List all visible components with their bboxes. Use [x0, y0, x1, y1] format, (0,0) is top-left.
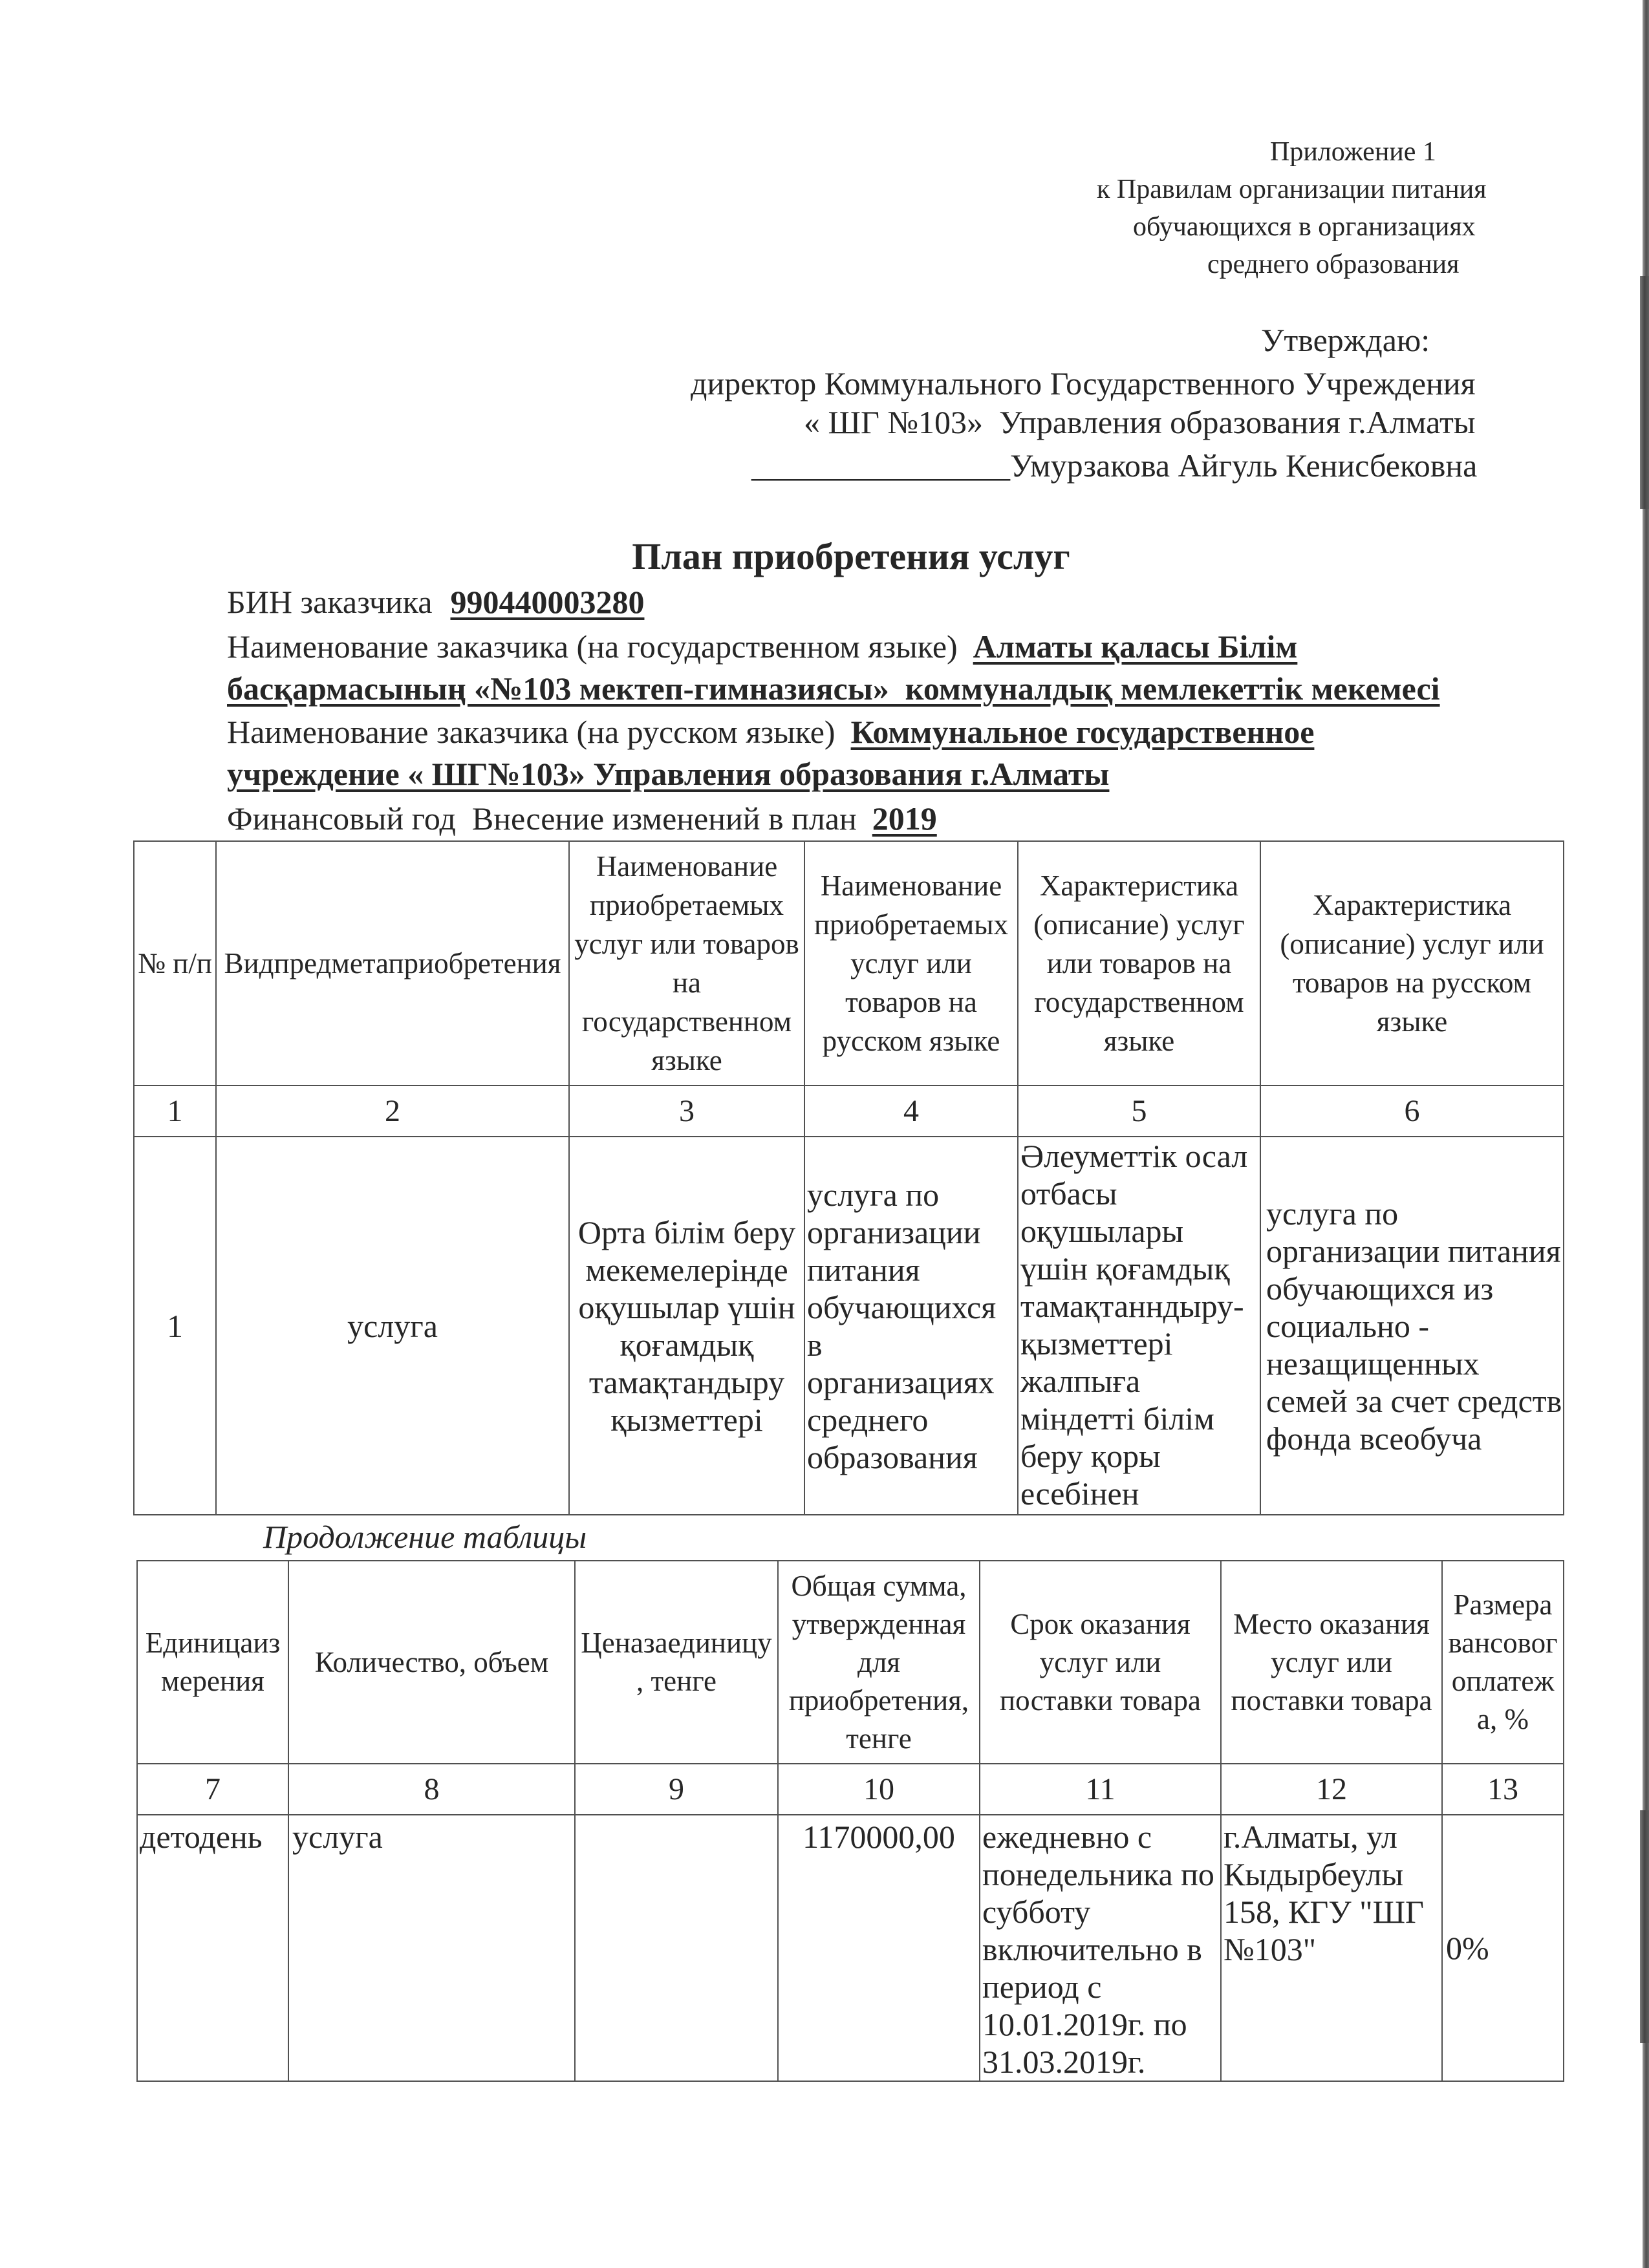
signature-row: [751, 444, 1477, 487]
table-header-row: [137, 1561, 1564, 1764]
page-title: План приобретения услуг: [632, 535, 1070, 577]
procurement-table-part2: [136, 1560, 1564, 2082]
financial-year-row: [227, 797, 937, 840]
scan-edge-segment: [1640, 276, 1649, 509]
column-number: 6: [1260, 1086, 1564, 1137]
table-row: [137, 1815, 1564, 2081]
header-name-ru: Наименование приобретаемых услуг или товаров на русском языке: [804, 841, 1018, 1086]
header-advance-payment: Размера вансовог оплатеж а, %: [1442, 1561, 1564, 1764]
financial-year-label: Финансовый год Внесение изменений в план: [227, 800, 857, 837]
header-delivery-term: Срок оказания услуг или поставки товара: [980, 1561, 1221, 1764]
cell-row-number: 1: [134, 1137, 216, 1515]
procurement-table-part1: [133, 840, 1564, 1515]
cell-unit-price: [575, 1815, 778, 2081]
customer-name-kz-row: [227, 625, 1297, 668]
appendix-line: обучающихся в организациях: [1133, 212, 1476, 242]
column-number: 9: [575, 1764, 778, 1815]
cell-delivery-place: г.Алматы, ул Кыдырбеулы 158, КГУ "ШГ №103": [1221, 1815, 1442, 2081]
customer-name-kz-value-cont: басқармасының «№103 мектеп-гимназиясы» коммуналдық мемлекеттік мекемесі: [227, 670, 1440, 707]
approver-organization: « ШГ №103» Управления образования г.Алматы: [804, 404, 1476, 440]
approval-label: Утверждаю:: [1261, 322, 1430, 358]
approver-position: директор Коммунального Государственного Учреждения: [691, 365, 1476, 401]
column-number: 11: [980, 1764, 1221, 1815]
appendix-line: среднего образования: [1207, 250, 1460, 279]
column-number-row: [134, 1086, 1564, 1137]
customer-name-ru-value: Коммунальное государственное: [850, 714, 1315, 750]
customer-name-kz-row-cont: [227, 667, 1440, 710]
column-number: 12: [1221, 1764, 1442, 1815]
header-total-amount: Общая сумма, утвержденная для приобретения, тенге: [778, 1561, 980, 1764]
column-number: 10: [778, 1764, 980, 1815]
column-number: 13: [1442, 1764, 1564, 1815]
financial-year-value: 2019: [872, 800, 937, 837]
customer-name-ru-label: Наименование заказчика (на русском языке): [227, 714, 835, 750]
column-number: 2: [216, 1086, 569, 1137]
column-number: 7: [137, 1764, 288, 1815]
bin-value: 990440003280: [450, 584, 645, 620]
customer-name-kz-label: Наименование заказчика (на государственном языке): [227, 628, 958, 665]
cell-unit: детодень: [137, 1815, 288, 2081]
column-number: 4: [804, 1086, 1018, 1137]
cell-quantity: услуга: [288, 1815, 575, 2081]
column-number: 1: [134, 1086, 216, 1137]
customer-name-ru-value-cont: учреждение « ШГ№103» Управления образования г.Алматы: [227, 756, 1110, 792]
header-quantity: Количество, объем: [288, 1561, 575, 1764]
header-subject-type: Видпредметаприобретения: [216, 841, 569, 1086]
cell-description-kz: Әлеуметтік осал отбасы оқушылары үшін қоғамдық тамақтанндыру- қызметтері жалпыға міндетті білім беру қоры есебінен: [1018, 1137, 1260, 1515]
column-number: 5: [1018, 1086, 1260, 1137]
bin-row: [227, 581, 644, 623]
customer-name-kz-value: Алматы қаласы Білім: [973, 628, 1298, 665]
signatory-name: Умурзакова Айгуль Кенисбековна: [1010, 447, 1478, 484]
cell-delivery-term: ежедневно с понедельника по субботу включительно в период с 10.01.2019г. по 31.03.2019г.: [980, 1815, 1221, 2081]
cell-name-ru: услуга по организации питания обучающихся в организациях среднего образования: [804, 1137, 1018, 1515]
table-continuation-label: Продолжение таблицы: [263, 1519, 587, 1555]
cell-total-amount: 1170000,00: [778, 1815, 980, 2081]
customer-name-ru-row-cont: [227, 753, 1109, 795]
cell-description-ru: услуга по организации питания обучающихся из социально - незащищенных семей за счет средств фонда всеобуча: [1260, 1137, 1564, 1515]
table-header-row: [134, 841, 1564, 1086]
header-unit: Единицаиз мерения: [137, 1561, 288, 1764]
header-unit-price: Ценазаединицу , тенге: [575, 1561, 778, 1764]
appendix-title: Приложение 1: [1270, 137, 1436, 167]
column-number: 8: [288, 1764, 575, 1815]
scan-edge-segment: [1640, 1810, 1649, 2043]
column-number: 3: [569, 1086, 804, 1137]
header-description-ru: Характеристика (описание) услуг или товаров на русском языке: [1260, 841, 1564, 1086]
table-row: [134, 1137, 1564, 1515]
customer-name-ru-row: [227, 711, 1314, 753]
header-row-number: № п/п: [134, 841, 216, 1086]
header-description-kz: Характеристика (описание) услуг или товаров на государственном языке: [1018, 841, 1260, 1086]
cell-advance-payment: 0%: [1442, 1815, 1564, 2081]
cell-subject-type: услуга: [216, 1137, 569, 1515]
cell-name-kz: Орта білім беру мекемелерінде оқушылар үшін қоғамдық тамақтандыру қызметтері: [569, 1137, 804, 1515]
header-name-kz: Наименование приобретаемых услуг или товаров на государственном языке: [569, 841, 804, 1086]
bin-label: БИН заказчика: [227, 584, 433, 620]
column-number-row: [137, 1764, 1564, 1815]
header-delivery-place: Место оказания услуг или поставки товара: [1221, 1561, 1442, 1764]
appendix-line: к Правилам организации питания: [1097, 175, 1487, 204]
signature-line: ________________: [751, 447, 1010, 484]
